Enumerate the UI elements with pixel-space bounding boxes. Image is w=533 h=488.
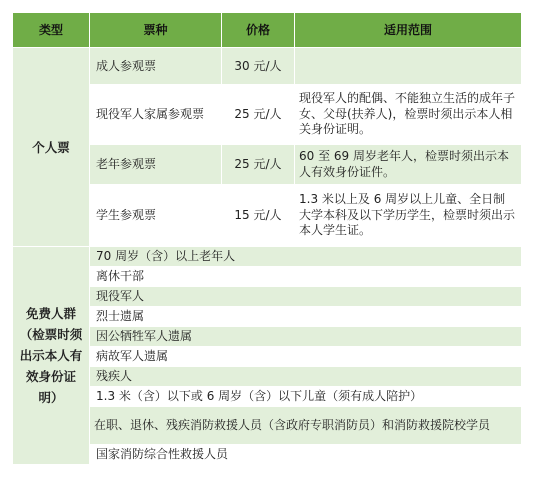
ticket-price: 30 元/人 bbox=[222, 48, 295, 85]
ticket-row-adult bbox=[13, 48, 522, 85]
free-item: 病故军人遗属 bbox=[90, 347, 522, 367]
free-row bbox=[13, 387, 522, 407]
ticket-scope: 60 至 69 周岁老年人，检票时须出示本人有效身份证件。 bbox=[295, 145, 522, 185]
ticket-name: 老年参观票 bbox=[90, 145, 222, 185]
free-item: 在职、退休、残疾消防救援人员（含政府专职消防员）和消防救援院校学员 bbox=[90, 407, 522, 445]
header-ticket: 票种 bbox=[90, 13, 222, 48]
ticket-price: 25 元/人 bbox=[222, 145, 295, 185]
free-row bbox=[13, 287, 522, 307]
free-item: 1.3 米（含）以下或 6 周岁（含）以下儿童（须有成人陪护） bbox=[90, 387, 522, 407]
free-row bbox=[13, 407, 522, 445]
ticket-scope bbox=[295, 48, 522, 85]
free-row bbox=[13, 347, 522, 367]
free-item: 烈士遗属 bbox=[90, 307, 522, 327]
ticket-scope: 现役军人的配偶、不能独立生活的成年子女、父母(扶养人)，检票时须出示本人相关身份证明。 bbox=[295, 85, 522, 145]
category-individual: 个人票 bbox=[13, 48, 90, 247]
header-row bbox=[13, 13, 522, 48]
header-type: 类型 bbox=[13, 13, 90, 48]
free-row bbox=[13, 267, 522, 287]
free-item: 因公牺牲军人遗属 bbox=[90, 327, 522, 347]
ticket-name: 现役军人家属参观票 bbox=[90, 85, 222, 145]
category-free: 免费人群（检票时须出示本人有效身份证明） bbox=[13, 247, 90, 465]
free-item: 残疾人 bbox=[90, 367, 522, 387]
free-item: 70 周岁（含）以上老年人 bbox=[90, 247, 522, 267]
free-item: 国家消防综合性救援人员 bbox=[90, 445, 522, 465]
ticket-price-table bbox=[12, 12, 522, 465]
free-row bbox=[13, 327, 522, 347]
free-row bbox=[13, 307, 522, 327]
ticket-name: 成人参观票 bbox=[90, 48, 222, 85]
ticket-price: 25 元/人 bbox=[222, 85, 295, 145]
ticket-scope: 1.3 米以上及 6 周岁以上儿童、全日制大学本科及以下学历学生，检票时须出示本人学生证。 bbox=[295, 185, 522, 247]
ticket-row-student bbox=[13, 185, 522, 247]
free-row bbox=[13, 247, 522, 267]
free-row bbox=[13, 367, 522, 387]
free-item: 现役军人 bbox=[90, 287, 522, 307]
free-row bbox=[13, 445, 522, 465]
ticket-row-senior bbox=[13, 145, 522, 185]
header-scope: 适用范围 bbox=[295, 13, 522, 48]
header-price: 价格 bbox=[222, 13, 295, 48]
ticket-price: 15 元/人 bbox=[222, 185, 295, 247]
ticket-name: 学生参观票 bbox=[90, 185, 222, 247]
free-item: 离休干部 bbox=[90, 267, 522, 287]
ticket-row-family bbox=[13, 85, 522, 145]
